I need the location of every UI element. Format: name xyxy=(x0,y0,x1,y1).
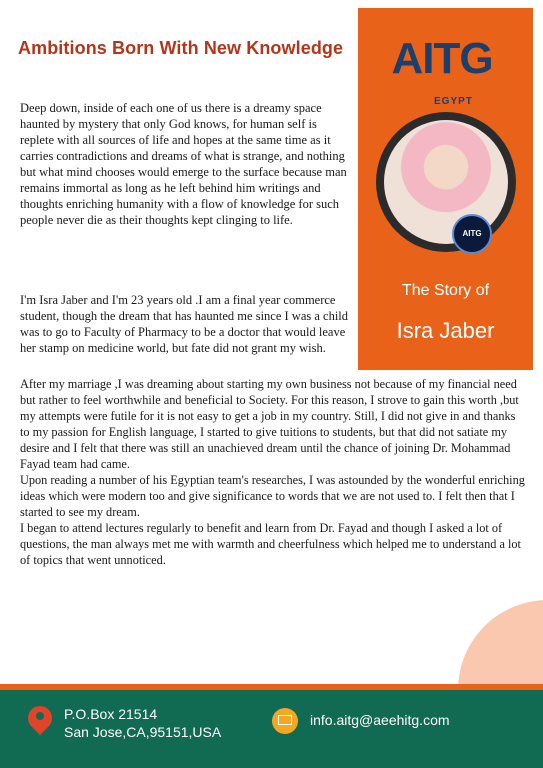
main-story-block xyxy=(20,376,528,568)
aitg-badge: AITG xyxy=(452,214,492,254)
paragraph-marriage: After my marriage ,I was dreaming about starting my own business not because of my financial need but rather to feel worthwhile and beneficial to Society. For this reason, I strove to gain this worth ,but my attempts were futile for it is not easy to get a job in my country. Still, I did not give in and thanks to my passion for English language, I started to give tuitions to students, but that did not satiate my desire and I felt that there was still an unachieved dream until the chance of joining Dr. Mohammad Fayad team had came. xyxy=(20,377,519,471)
paragraph-research: Upon reading a number of his Egyptian team's researches, I was astounded by the wonderful enriching ideas which were modern too and give significance to words that we are not used to. I felt then that I started to see my dream. xyxy=(20,473,525,519)
paragraph-about: I'm Isra Jaber and I'm 23 years old .I am a final year commerce student, though the dream that has haunted me since I was a child was to go to Faculty of Pharmacy to be a doctor that would leave her stamp on medicine world, but fate did not grant my wish. xyxy=(20,293,349,355)
logo-text: AITG xyxy=(391,34,493,83)
story-name: Isra Jaber xyxy=(396,318,495,343)
envelope-glyph xyxy=(278,715,292,725)
email-address[interactable]: info.aitg@aeehitg.com xyxy=(310,712,450,728)
paragraph-intro: Deep down, inside of each one of us there is a dreamy space haunted by mystery that only God knows, for human self is replete with all sources of life and hopes at the same time as it carries contradictions and dreams of what is strange, and nothing but what mind chooses would emerge to the surface because man remains immortal as long as he left behind him writings and thoughts enriching humanity with a flow of knowledge for such people never die as their thoughts kept clinging to life. xyxy=(20,101,347,227)
aitg-logo xyxy=(372,16,512,106)
address-line-2: San Jose,CA,95151,USA xyxy=(64,724,222,740)
logo-subtitle: EGYPT xyxy=(434,96,473,107)
story-label: The Story of xyxy=(401,282,490,299)
page-title: Ambitions Born With New Knowledge xyxy=(18,38,344,58)
decorative-leaf xyxy=(458,600,543,690)
address-line-1: P.O.Box 21514 xyxy=(64,706,158,722)
paragraph-lectures: I began to attend lectures regularly to benefit and learn from Dr. Fayad and though I asked a lot of questions, the man always met me with warmth and cheerfulness which helped me to understand a lot of topics that went unnoticed. xyxy=(20,521,521,567)
location-pin-dot xyxy=(36,712,44,720)
